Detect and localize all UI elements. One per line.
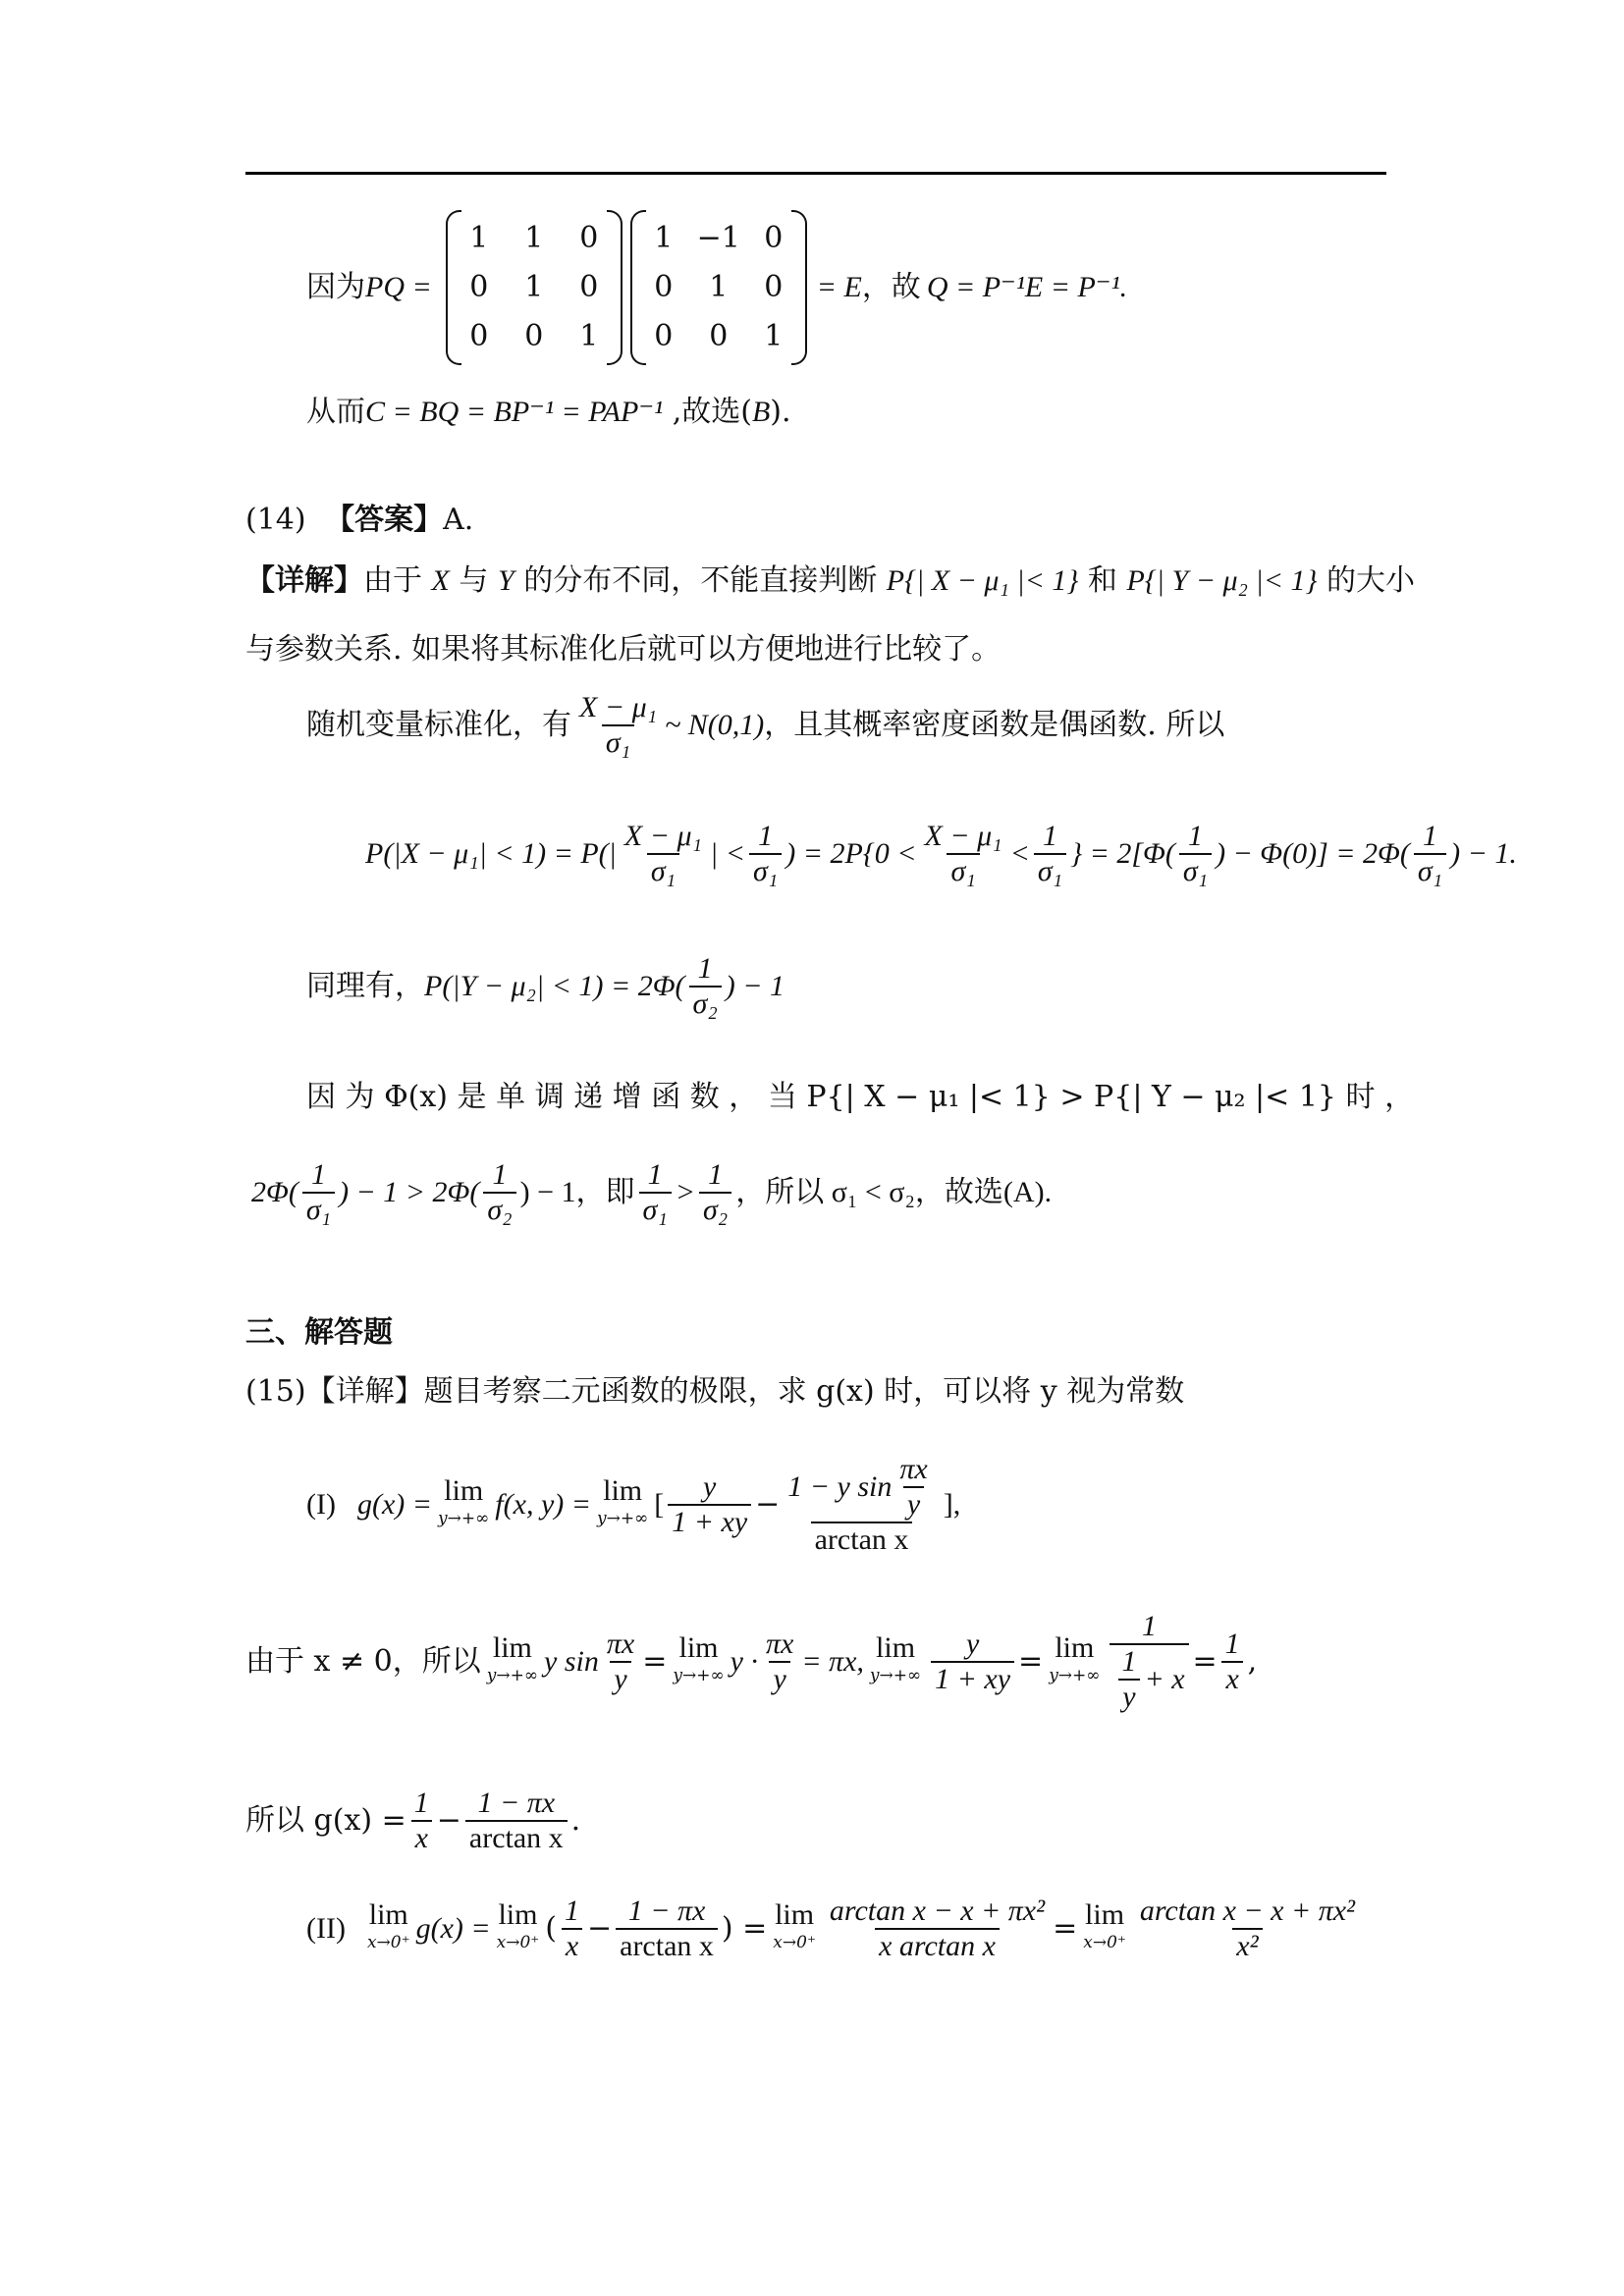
fraction <box>603 1628 638 1696</box>
denominator: σ₂ <box>699 1192 731 1227</box>
fraction <box>575 691 661 760</box>
bracket: [ <box>654 1488 665 1521</box>
numerator: X − μ₁ <box>579 691 658 723</box>
text: ,故选( <box>663 395 752 429</box>
fraction <box>1034 820 1066 888</box>
math: = πx, <box>801 1645 864 1678</box>
probability-derivation <box>365 820 1517 888</box>
matrix-1 <box>452 214 617 361</box>
numerator: πx <box>765 1628 794 1660</box>
math: X <box>431 564 450 597</box>
matrix-cell: 0 <box>524 319 544 353</box>
q15-part-1 <box>306 1453 960 1557</box>
matrix-cell: 0 <box>469 270 489 304</box>
denominator: y <box>610 1661 630 1696</box>
fraction <box>784 1453 939 1557</box>
lim-subscript: y→+∞ <box>486 1666 539 1685</box>
numerator: 1 <box>492 1158 508 1191</box>
math: P(|Y − μ₂| < 1) = 2Φ( <box>424 970 685 1002</box>
matrix-equation <box>306 214 1127 361</box>
math: − <box>755 1487 781 1522</box>
math: < <box>1009 837 1030 870</box>
section-title: 三、解答题 <box>245 1315 393 1350</box>
fraction <box>561 1895 583 1963</box>
denominator: σ₁ <box>1034 853 1066 888</box>
matrix-cell: 0 <box>654 270 674 304</box>
monotone-line <box>306 1080 1414 1115</box>
fraction <box>302 1158 335 1227</box>
lim-text: lim <box>444 1474 484 1507</box>
math: = <box>1053 1911 1078 1946</box>
math: P{| Y − μ₂ |< 1} <box>1126 564 1318 597</box>
text: ，故 <box>861 270 921 304</box>
denominator: x <box>411 1820 432 1855</box>
math: = <box>642 1644 668 1679</box>
matrix-cell: 0 <box>579 221 599 255</box>
matrix-cell: 1 <box>764 319 784 353</box>
text: 由于 x ≠ 0，所以 <box>245 1644 481 1679</box>
text: 所以 g(x) = <box>245 1803 406 1838</box>
detail-tag: 【详解】 <box>245 563 363 598</box>
lim-subscript: y→+∞ <box>597 1509 649 1528</box>
numerator: πx <box>606 1628 635 1660</box>
matrix-cell: 1 <box>654 221 674 255</box>
text: 与参数关系. 如果将其标准化后就可以方便地进行比较了。 <box>245 632 1001 667</box>
text: 和 <box>1087 563 1117 598</box>
fraction <box>410 1787 433 1855</box>
limit <box>366 1898 410 1956</box>
math: > <box>675 1176 696 1208</box>
numerator: 1 <box>647 1158 663 1191</box>
matrix-cell: 1 <box>524 221 544 255</box>
text: 从而 <box>306 395 365 429</box>
limit <box>869 1631 922 1689</box>
math: g(x) = <box>415 1912 491 1945</box>
numerator: X − μ₁ <box>623 820 702 852</box>
lim-subscript: y→+∞ <box>438 1509 490 1528</box>
numerator: 1 <box>708 1158 724 1191</box>
math: 1 − y sin <box>787 1470 893 1503</box>
matrix-row <box>636 263 801 312</box>
math: ) − 1. <box>1450 837 1517 870</box>
math: ) = <box>721 1911 768 1946</box>
math: P(|X − μ₁| < 1) = P(| <box>365 837 617 870</box>
fraction <box>1117 1645 1140 1714</box>
header-rule <box>245 172 1386 175</box>
lim-subscript: x→0⁺ <box>1083 1933 1126 1952</box>
lim-subscript: x→0⁺ <box>366 1933 410 1952</box>
denominator: arctan x <box>811 1522 913 1557</box>
math: − <box>586 1911 613 1946</box>
matrix-cell: 0 <box>469 319 489 353</box>
q15-part-2 <box>306 1895 1363 1963</box>
matrix-cell: −1 <box>696 221 740 255</box>
matrix-cell: 1 <box>579 319 599 353</box>
text: ). <box>770 395 791 429</box>
fraction <box>616 1895 718 1963</box>
standardize-line <box>306 691 1224 760</box>
matrix-2 <box>636 214 801 361</box>
fraction <box>621 820 706 888</box>
denominator: x² <box>1232 1928 1262 1963</box>
fraction <box>639 1158 672 1227</box>
math: Q = P⁻¹E = P⁻¹. <box>926 271 1128 303</box>
numerator <box>784 1453 939 1522</box>
limit <box>673 1631 725 1689</box>
text: 的大小 <box>1326 563 1415 598</box>
text: 与 <box>459 563 489 598</box>
matrix-cell: 0 <box>709 319 729 353</box>
lim-text: lim <box>876 1631 916 1664</box>
lim-text: lim <box>678 1631 719 1664</box>
numerator: 1 <box>1422 820 1437 852</box>
denominator: σ₁ <box>1414 853 1446 888</box>
lim-text: lim <box>1085 1898 1125 1931</box>
fraction <box>1414 820 1446 888</box>
denominator: σ₂ <box>483 1192 515 1227</box>
matrix-row <box>452 263 617 312</box>
matrix-row <box>636 312 801 361</box>
math: ~ N(0,1) <box>665 709 765 741</box>
lim-subscript: x→0⁺ <box>496 1933 540 1952</box>
math: = E <box>816 271 862 303</box>
denominator: 1 + xy <box>668 1504 751 1539</box>
numerator: 1 <box>697 952 713 985</box>
math: Y <box>497 564 514 597</box>
lim-subscript: y→+∞ <box>673 1666 725 1685</box>
fraction <box>1136 1895 1359 1963</box>
denominator: arctan x <box>616 1928 718 1963</box>
math: C = BQ = BP⁻¹ = PAP⁻¹ <box>365 396 664 428</box>
math: PQ = <box>365 271 432 303</box>
math: ) − 1 > 2Φ( <box>339 1176 480 1208</box>
math: y · <box>730 1645 758 1678</box>
limit <box>1049 1631 1101 1689</box>
limit <box>597 1474 649 1532</box>
fraction <box>689 952 722 1021</box>
answer: A. <box>443 503 474 537</box>
numerator: 1 <box>310 1158 326 1191</box>
fraction <box>749 820 782 888</box>
text: ，所以 σ₁ < σ₂，故选(A). <box>735 1176 1053 1208</box>
numerator: arctan x − x + πx² <box>1139 1895 1356 1927</box>
text: 的分布不同，不能直接判断 <box>523 563 878 598</box>
matrix-row <box>452 312 617 361</box>
math: ) − 1 <box>725 970 785 1002</box>
text: 同理有， <box>306 969 424 1003</box>
q14-detail-line-2 <box>245 632 1001 667</box>
q15-gx-result <box>245 1787 580 1855</box>
lim-text: lim <box>498 1898 538 1931</box>
numerator: 1 <box>564 1895 579 1927</box>
numerator: 1 <box>1224 1628 1240 1660</box>
denominator: σ₁ <box>302 1192 335 1227</box>
math: . <box>570 1803 581 1838</box>
matrix-2-table <box>636 214 801 361</box>
denominator: σ₁ <box>602 724 634 760</box>
numerator: arctan x − x + πx² <box>829 1895 1046 1927</box>
question-number: (14) <box>245 503 306 537</box>
math: y sin <box>544 1645 599 1678</box>
fraction <box>668 1470 751 1539</box>
inequality-line <box>251 1158 1052 1227</box>
limit <box>773 1898 816 1956</box>
fraction <box>895 1453 931 1522</box>
denominator: σ₂ <box>689 986 722 1021</box>
part-label: (II) <box>306 1912 346 1945</box>
bracket: ], <box>943 1488 961 1521</box>
text: 因 为 Φ(x) 是 单 调 递 增 函 数 ， 当 P{| X − μ₁ |< 1} > P{| Y − μ₂ |< 1} 时 ， <box>306 1080 1415 1114</box>
numerator: 1 <box>1042 820 1057 852</box>
numerator: 1 <box>413 1787 429 1819</box>
numerator: 1 − πx <box>477 1787 556 1819</box>
matrix-cell: 1 <box>469 221 489 255</box>
matrix-cell: 0 <box>579 270 599 304</box>
numerator: 1 <box>1187 820 1203 852</box>
math: f(x, y) = <box>495 1488 591 1521</box>
denominator: y <box>769 1661 789 1696</box>
numerator: 1 <box>1141 1610 1157 1642</box>
text: 由于 <box>363 563 422 598</box>
fraction <box>483 1158 515 1227</box>
denominator: x <box>562 1928 582 1963</box>
limit <box>496 1898 540 1956</box>
q14-answer-line <box>245 503 473 538</box>
math: ) = 2P{0 < <box>785 837 917 870</box>
fraction <box>762 1628 797 1696</box>
denominator: y <box>903 1486 924 1522</box>
math: | < <box>709 837 745 870</box>
denominator: σ₁ <box>749 853 782 888</box>
q14-detail-line-1 <box>245 563 1415 599</box>
matrix-cell: 0 <box>764 221 784 255</box>
part-label: (I) <box>306 1488 336 1521</box>
lim-subscript: y→+∞ <box>1049 1666 1101 1685</box>
q15-limits-line <box>245 1610 1257 1714</box>
matrix-cell: 0 <box>764 270 784 304</box>
numerator: y <box>703 1470 717 1503</box>
lim-subscript: x→0⁺ <box>773 1933 816 1952</box>
matrix-cell: 1 <box>709 270 729 304</box>
numerator: πx <box>899 1453 928 1485</box>
math: = <box>1018 1644 1044 1679</box>
limit <box>486 1631 539 1689</box>
math: P{| X − μ₁ |< 1} <box>886 564 1079 597</box>
denominator: 1 + xy <box>931 1661 1014 1696</box>
answer-tag: 【答案】 <box>325 503 444 537</box>
text: 因为 <box>306 270 365 304</box>
matrix-1-table <box>452 214 617 361</box>
fraction <box>1179 820 1212 888</box>
math: − <box>436 1803 461 1838</box>
denominator: arctan x <box>465 1820 568 1855</box>
numerator: 1 <box>1121 1645 1137 1678</box>
math: g(x) = <box>356 1488 433 1521</box>
fraction <box>699 1158 731 1227</box>
text: ) − 1，即 <box>519 1176 635 1208</box>
text: 随机变量标准化，有 <box>306 708 571 742</box>
numerator: y <box>965 1628 980 1660</box>
denominator <box>1110 1643 1188 1714</box>
c-equation-line <box>306 395 791 430</box>
fraction <box>826 1895 1049 1963</box>
lim-subscript: y→+∞ <box>869 1666 922 1685</box>
denominator: σ₁ <box>1179 853 1212 888</box>
math: } = 2[Φ( <box>1070 837 1175 870</box>
numerator: 1 − πx <box>627 1895 706 1927</box>
fraction <box>465 1787 568 1855</box>
math: + x <box>1144 1663 1185 1695</box>
matrix-row <box>636 214 801 263</box>
denominator: x <box>1221 1661 1242 1696</box>
math: ) − Φ(0)] = 2Φ( <box>1216 837 1410 870</box>
lim-text: lim <box>775 1898 815 1931</box>
denominator: σ₁ <box>947 853 979 888</box>
matrix-cell: 0 <box>654 319 674 353</box>
q15-intro <box>245 1374 1184 1410</box>
numerator: X − μ₁ <box>924 820 1002 852</box>
matrix-cell: 1 <box>524 270 544 304</box>
lim-text: lim <box>492 1631 532 1664</box>
lim-text: lim <box>1055 1631 1095 1664</box>
limit <box>438 1474 490 1532</box>
math: ( <box>545 1911 557 1946</box>
fraction <box>931 1628 1014 1696</box>
fraction <box>921 820 1006 888</box>
text: ，且其概率密度函数是偶函数. 所以 <box>764 708 1225 742</box>
text: (15)【详解】题目考察二元函数的极限，求 g(x) 时，可以将 y 视为常数 <box>245 1374 1185 1409</box>
numerator: 1 <box>758 820 774 852</box>
math: , <box>1247 1644 1258 1679</box>
denominator: σ₁ <box>639 1192 672 1227</box>
denominator: σ₁ <box>647 853 679 888</box>
math: 2Φ( <box>251 1176 298 1208</box>
matrix-row <box>452 214 617 263</box>
denominator: x arctan x <box>875 1928 1000 1963</box>
similarly-line <box>306 952 785 1021</box>
fraction <box>1110 1610 1188 1714</box>
lim-text: lim <box>368 1898 408 1931</box>
fraction <box>1221 1628 1244 1696</box>
denominator: y <box>1118 1679 1139 1714</box>
limit <box>1083 1898 1126 1956</box>
math: B <box>751 396 771 428</box>
math: = <box>1192 1644 1218 1679</box>
lim-text: lim <box>603 1474 643 1507</box>
